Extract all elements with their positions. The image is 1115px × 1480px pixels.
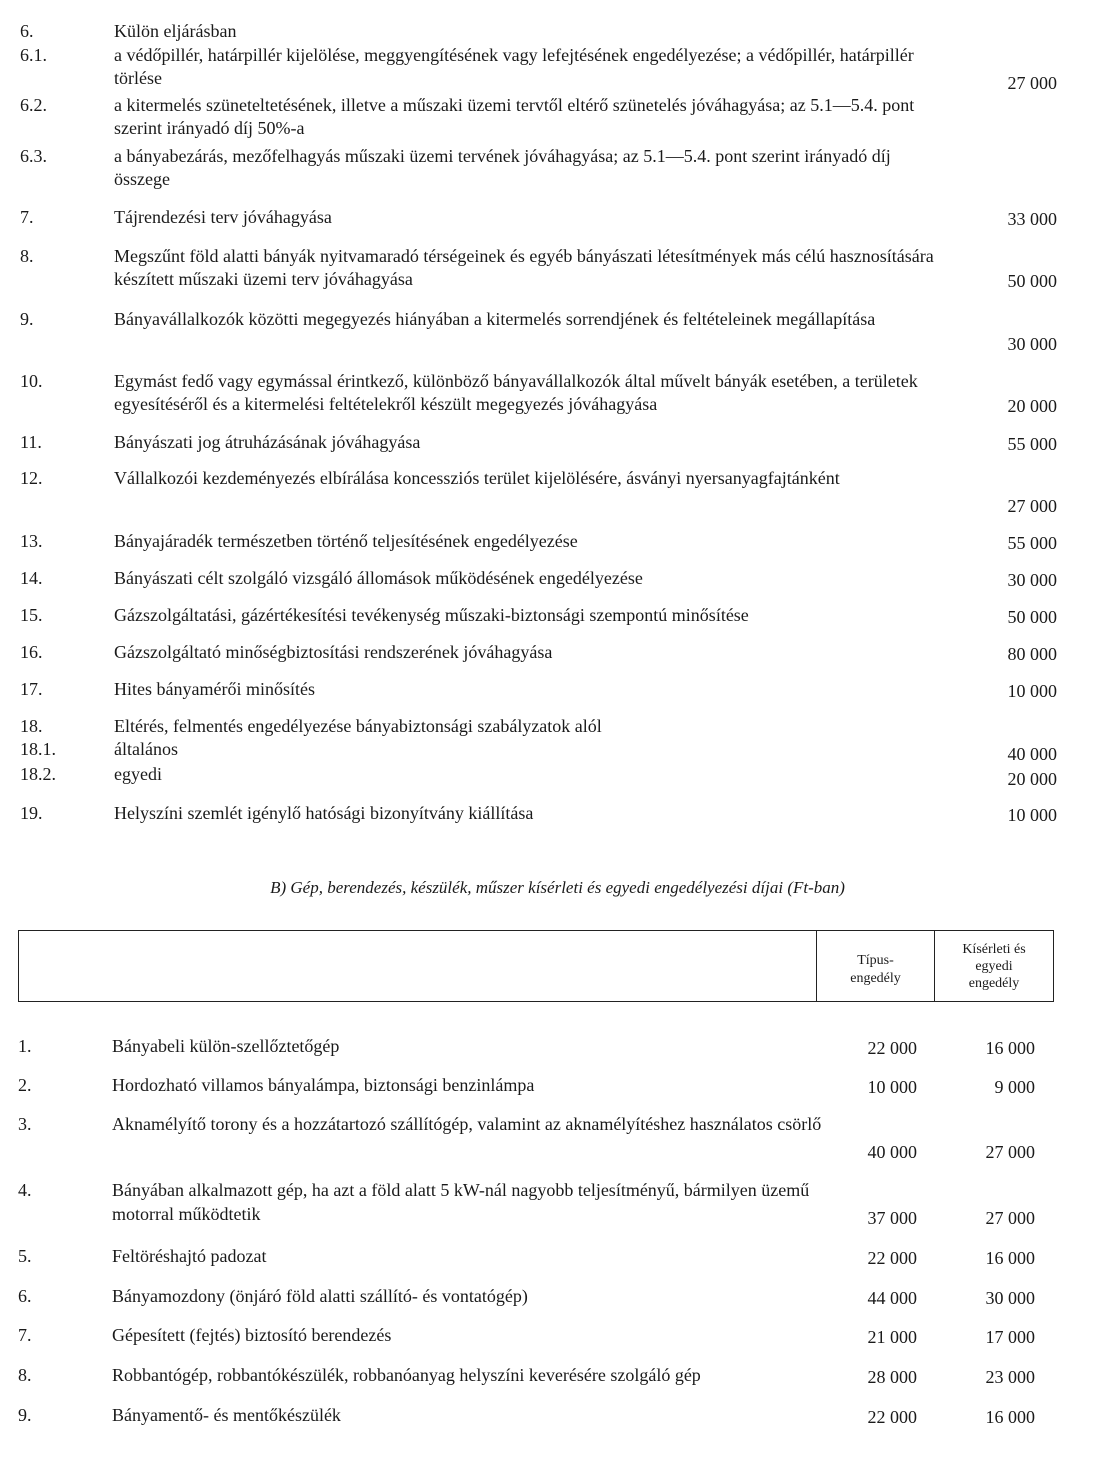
row-type-fee: 40 000 [867, 1142, 917, 1162]
item-fee: 55 000 [1007, 533, 1057, 553]
item-number: 8. [20, 246, 34, 266]
header-description-cell [19, 931, 817, 1001]
row-exp-fee: 27 000 [985, 1142, 1035, 1162]
row-number: 6. [18, 1286, 32, 1306]
item-fee: 50 000 [1007, 607, 1057, 627]
row-text: Robbantógép, robbantókészülék, robbanóanyag helyszíni keverésére szolgáló gép [112, 1365, 701, 1385]
item-text: a kitermelés szüneteltetésének, illetve a műszaki üzemi tervtől eltérő szünetelés jóváhagyása; az 5.1—5.4. pont szerint irányadó díj 50%-a [114, 95, 915, 138]
item-text: Bányászati célt szolgáló vizsgáló állomások működésének engedélyezése [114, 568, 643, 588]
header-experimental-approval: Kísérleti és egyedi engedély [962, 941, 1026, 991]
row-text: Aknamélyítő torony és a hozzátartozó szállítógép, valamint az aknamélyítéshez használatos csörlő [112, 1114, 822, 1134]
item-text: Bányászati jog átruházásának jóváhagyása [114, 432, 421, 452]
row-number: 5. [18, 1246, 32, 1266]
item-text: Gázszolgáltató minőségbiztosítási rendszerének jóváhagyása [114, 642, 553, 662]
item-number: 6.2. [20, 95, 47, 115]
item-number: 18.2. [20, 764, 56, 784]
item-text: Vállalkozói kezdeményezés elbírálása koncessziós terület kijelölésére, ásványi nyersanyagfajtánként [114, 468, 840, 488]
item-fee: 20 000 [1007, 396, 1057, 416]
row-number: 4. [18, 1180, 32, 1200]
row-exp-fee: 27 000 [985, 1208, 1035, 1228]
item-number: 9. [20, 309, 34, 329]
row-exp-fee: 23 000 [985, 1367, 1035, 1387]
item-number: 7. [20, 207, 34, 227]
item-fee: 10 000 [1007, 805, 1057, 825]
item-text: általános [114, 739, 178, 759]
row-type-fee: 44 000 [867, 1288, 917, 1308]
item-text: a bányabezárás, mezőfelhagyás műszaki üzemi tervének jóváhagyása; az 5.1—5.4. pont szerint irányadó díj összege [114, 146, 891, 189]
row-text: Gépesített (fejtés) biztosító berendezés [112, 1325, 392, 1345]
item-number: 19. [20, 803, 43, 823]
item-number: 18. [20, 716, 43, 736]
item-fee: 10 000 [1007, 681, 1057, 701]
item-text: Bányajáradék természetben történő teljesítésének engedélyezése [114, 531, 578, 551]
item-fee: 30 000 [1007, 334, 1057, 354]
item-fee: 27 000 [1007, 496, 1057, 516]
item-number: 14. [20, 568, 43, 588]
row-exp-fee: 16 000 [985, 1407, 1035, 1427]
item-text: Eltérés, felmentés engedélyezése bányabiztonsági szabályzatok alól [114, 716, 602, 736]
item-number: 16. [20, 642, 43, 662]
row-text: Hordozható villamos bányalámpa, biztonsági benzinlámpa [112, 1075, 535, 1095]
row-type-fee: 37 000 [867, 1208, 917, 1228]
row-type-fee: 22 000 [867, 1407, 917, 1427]
item-number: 10. [20, 371, 43, 391]
table-header [18, 930, 1054, 1002]
item-fee: 30 000 [1007, 570, 1057, 590]
row-text: Bányamentő- és mentőkészülék [112, 1405, 341, 1425]
section-b-heading: B) Gép, berendezés, készülék, műszer kísérleti és egyedi engedélyezési díjai (Ft-ban) [270, 878, 845, 897]
row-type-fee: 22 000 [867, 1038, 917, 1058]
item-fee: 50 000 [1007, 271, 1057, 291]
row-exp-fee: 30 000 [985, 1288, 1035, 1308]
item-text: egyedi [114, 764, 162, 784]
item-number: 6. [20, 21, 34, 41]
item-text: Tájrendezési terv jóváhagyása [114, 207, 332, 227]
item-fee: 80 000 [1007, 644, 1057, 664]
row-number: 9. [18, 1405, 32, 1425]
item-number: 17. [20, 679, 43, 699]
item-text: Helyszíni szemlét igénylő hatósági bizonyítvány kiállítása [114, 803, 534, 823]
row-exp-fee: 17 000 [985, 1327, 1035, 1347]
item-number: 6.1. [20, 45, 47, 65]
item-fee: 55 000 [1007, 434, 1057, 454]
row-exp-fee: 16 000 [985, 1248, 1035, 1268]
header-type-approval: Típus-engedély [817, 931, 935, 1001]
item-text: Bányavállalkozók közötti megegyezés hiányában a kitermelés sorrendjének és feltételeinek megállapítása [114, 309, 876, 329]
row-text: Feltöréshajtó padozat [112, 1246, 267, 1266]
row-text: Bányában alkalmazott gép, ha azt a föld alatt 5 kW-nál nagyobb teljesítményű, bármilyen üzemű motorral működtetik [112, 1180, 810, 1224]
item-number: 18.1. [20, 739, 56, 759]
row-text: Bányamozdony (önjáró föld alatti szállító- és vontatógép) [112, 1286, 528, 1306]
row-type-fee: 22 000 [867, 1248, 917, 1268]
item-number: 11. [20, 432, 42, 452]
row-exp-fee: 16 000 [985, 1038, 1035, 1058]
row-number: 1. [18, 1036, 32, 1056]
row-text: Bányabeli külön-szellőztetőgép [112, 1036, 340, 1056]
item-text: a védőpillér, határpillér kijelölése, meggyengítésének vagy lefejtésének engedélyezése; a védőpillér, határpillér törlése [114, 45, 914, 88]
row-type-fee: 10 000 [867, 1077, 917, 1097]
item-number: 12. [20, 468, 43, 488]
item-number: 13. [20, 531, 43, 551]
item-text: Egymást fedő vagy egymással érintkező, különböző bányavállalkozók által művelt bányák esetében, a területek egyesítéséről és a kitermelési feltételekről készült megegyezés jóváhagyása [114, 371, 918, 414]
item-fee: 33 000 [1007, 209, 1057, 229]
row-type-fee: 28 000 [867, 1367, 917, 1387]
row-number: 3. [18, 1114, 32, 1134]
item-number: 6.3. [20, 146, 47, 166]
row-number: 7. [18, 1325, 32, 1345]
item-fee: 20 000 [1007, 769, 1057, 789]
item-number: 15. [20, 605, 43, 625]
row-number: 8. [18, 1365, 32, 1385]
item-text: Gázszolgáltatási, gázértékesítési tevékenység műszaki-biztonsági szempontú minősítése [114, 605, 749, 625]
item-text: Hites bányamérői minősítés [114, 679, 315, 699]
row-type-fee: 21 000 [867, 1327, 917, 1347]
row-exp-fee: 9 000 [994, 1077, 1035, 1097]
item-text: Külön eljárásban [114, 21, 237, 41]
row-number: 2. [18, 1075, 32, 1095]
item-fee: 27 000 [1007, 73, 1057, 93]
item-text: Megszűnt föld alatti bányák nyitvamaradó térségeinek és egyéb bányászati létesítmények más célú hasznosítására készített műszaki üzemi terv jóváhagyása [114, 246, 934, 289]
item-fee: 40 000 [1007, 744, 1057, 764]
